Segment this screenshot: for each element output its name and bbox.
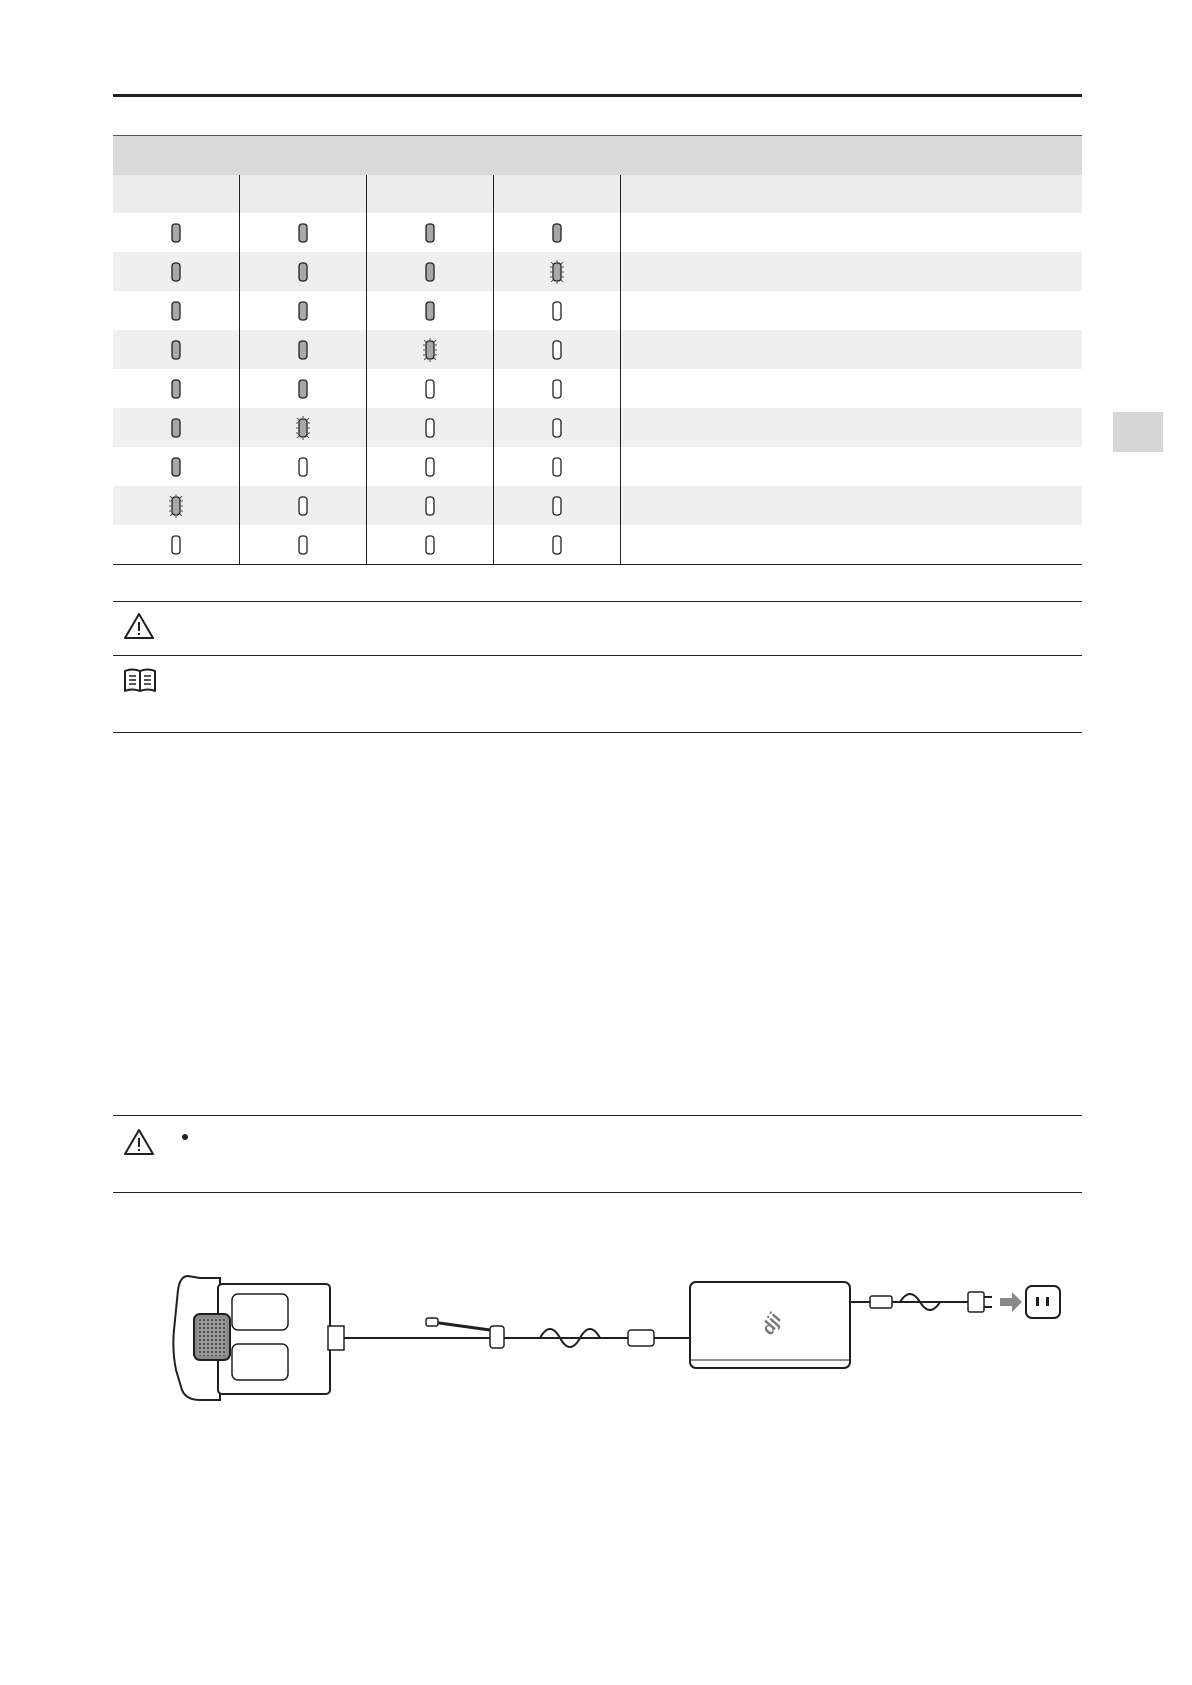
- led1-cell: [113, 408, 240, 447]
- description-cell: [621, 447, 1082, 486]
- led1-cell: [113, 252, 240, 291]
- led-on-icon: [423, 260, 437, 284]
- open-book-icon: [123, 667, 157, 693]
- led-on-icon: [296, 221, 310, 245]
- led2-cell: [240, 525, 367, 564]
- led-on-icon: [169, 338, 183, 362]
- description-cell: [621, 369, 1082, 408]
- led-off-icon: [423, 494, 437, 518]
- led2-cell: [240, 252, 367, 291]
- table-row: [113, 291, 1082, 330]
- led-on-icon: [296, 338, 310, 362]
- led-off-icon: [296, 533, 310, 557]
- column-header-description: [621, 175, 1082, 213]
- led2-cell: [240, 486, 367, 525]
- led-off-icon: [550, 494, 564, 518]
- led-on-icon: [296, 299, 310, 323]
- led-on-icon: [550, 221, 564, 245]
- note-rule-3: [113, 732, 1082, 733]
- table-row: [113, 408, 1082, 447]
- led3-cell: [367, 408, 494, 447]
- description-cell: [621, 213, 1082, 252]
- led-off-icon: [296, 455, 310, 479]
- led3-cell: [367, 525, 494, 564]
- led-on-icon: [169, 221, 183, 245]
- led-blinking-icon: [296, 416, 310, 440]
- warning-rule-bottom: [113, 1192, 1082, 1193]
- bullet-point: [182, 1134, 188, 1140]
- led1-cell: [113, 330, 240, 369]
- led2-cell: [240, 408, 367, 447]
- adapter-logo: dji: [757, 1309, 786, 1338]
- led3-cell: [367, 447, 494, 486]
- led-on-icon: [423, 221, 437, 245]
- led3-cell: [367, 369, 494, 408]
- led-off-icon: [550, 455, 564, 479]
- led-on-icon: [169, 377, 183, 401]
- table-row: [113, 330, 1082, 369]
- led-off-icon: [423, 377, 437, 401]
- table-column-header-row: [113, 175, 1082, 213]
- led4-cell: [494, 486, 621, 525]
- led-blinking-icon: [550, 260, 564, 284]
- warning-rule-top: [113, 1115, 1082, 1116]
- led4-cell: [494, 525, 621, 564]
- led-off-icon: [550, 533, 564, 557]
- led1-cell: [113, 486, 240, 525]
- table-header: [113, 135, 1082, 175]
- battery-level-table: [113, 135, 1082, 565]
- table-body: [113, 213, 1082, 564]
- note-rule-2: [113, 655, 1082, 656]
- table-row: [113, 447, 1082, 486]
- led-off-icon: [423, 416, 437, 440]
- led-off-icon: [550, 299, 564, 323]
- led-off-icon: [423, 455, 437, 479]
- led2-cell: [240, 369, 367, 408]
- led2-cell: [240, 330, 367, 369]
- column-header-led1: [113, 175, 240, 213]
- led-blinking-icon: [423, 338, 437, 362]
- led-on-icon: [169, 455, 183, 479]
- table-row: [113, 213, 1082, 252]
- column-header-led3: [367, 175, 494, 213]
- led-off-icon: [550, 377, 564, 401]
- led4-cell: [494, 330, 621, 369]
- description-cell: [621, 486, 1082, 525]
- charging-illustration: [170, 1270, 1070, 1410]
- led-on-icon: [296, 260, 310, 284]
- led4-cell: [494, 408, 621, 447]
- column-header-led2: [240, 175, 367, 213]
- warning-triangle-icon: [123, 1128, 155, 1156]
- description-cell: [621, 330, 1082, 369]
- led1-cell: [113, 291, 240, 330]
- led2-cell: [240, 447, 367, 486]
- led3-cell: [367, 252, 494, 291]
- led3-cell: [367, 330, 494, 369]
- led1-cell: [113, 213, 240, 252]
- led1-cell: [113, 369, 240, 408]
- battery-icon: [173, 1276, 344, 1400]
- description-cell: [621, 291, 1082, 330]
- led-off-icon: [169, 533, 183, 557]
- column-header-led4: [494, 175, 621, 213]
- table-row: [113, 486, 1082, 525]
- led-on-icon: [169, 299, 183, 323]
- description-cell: [621, 408, 1082, 447]
- table-row: [113, 525, 1082, 564]
- warning-triangle-icon: [123, 612, 155, 640]
- led-off-icon: [550, 416, 564, 440]
- led-off-icon: [423, 533, 437, 557]
- table-bottom-rule: [113, 564, 1082, 565]
- charging-hub-icon: [426, 1318, 504, 1348]
- led4-cell: [494, 252, 621, 291]
- description-cell: [621, 252, 1082, 291]
- table-row: [113, 252, 1082, 291]
- wall-outlet-icon: [1026, 1286, 1060, 1318]
- led3-cell: [367, 291, 494, 330]
- led1-cell: [113, 525, 240, 564]
- page-top-rule: [113, 94, 1082, 97]
- led-on-icon: [423, 299, 437, 323]
- led3-cell: [367, 213, 494, 252]
- description-cell: [621, 525, 1082, 564]
- led-off-icon: [550, 338, 564, 362]
- led-on-icon: [169, 416, 183, 440]
- led-off-icon: [296, 494, 310, 518]
- led4-cell: [494, 369, 621, 408]
- language-tab: [1113, 412, 1163, 452]
- led2-cell: [240, 291, 367, 330]
- led-on-icon: [296, 377, 310, 401]
- note-rule-1: [113, 601, 1082, 602]
- led4-cell: [494, 447, 621, 486]
- led-blinking-icon: [169, 494, 183, 518]
- led-on-icon: [169, 260, 183, 284]
- led3-cell: [367, 486, 494, 525]
- led2-cell: [240, 213, 367, 252]
- led4-cell: [494, 213, 621, 252]
- table-row: [113, 369, 1082, 408]
- led4-cell: [494, 291, 621, 330]
- power-adapter-icon: [690, 1282, 850, 1368]
- led1-cell: [113, 447, 240, 486]
